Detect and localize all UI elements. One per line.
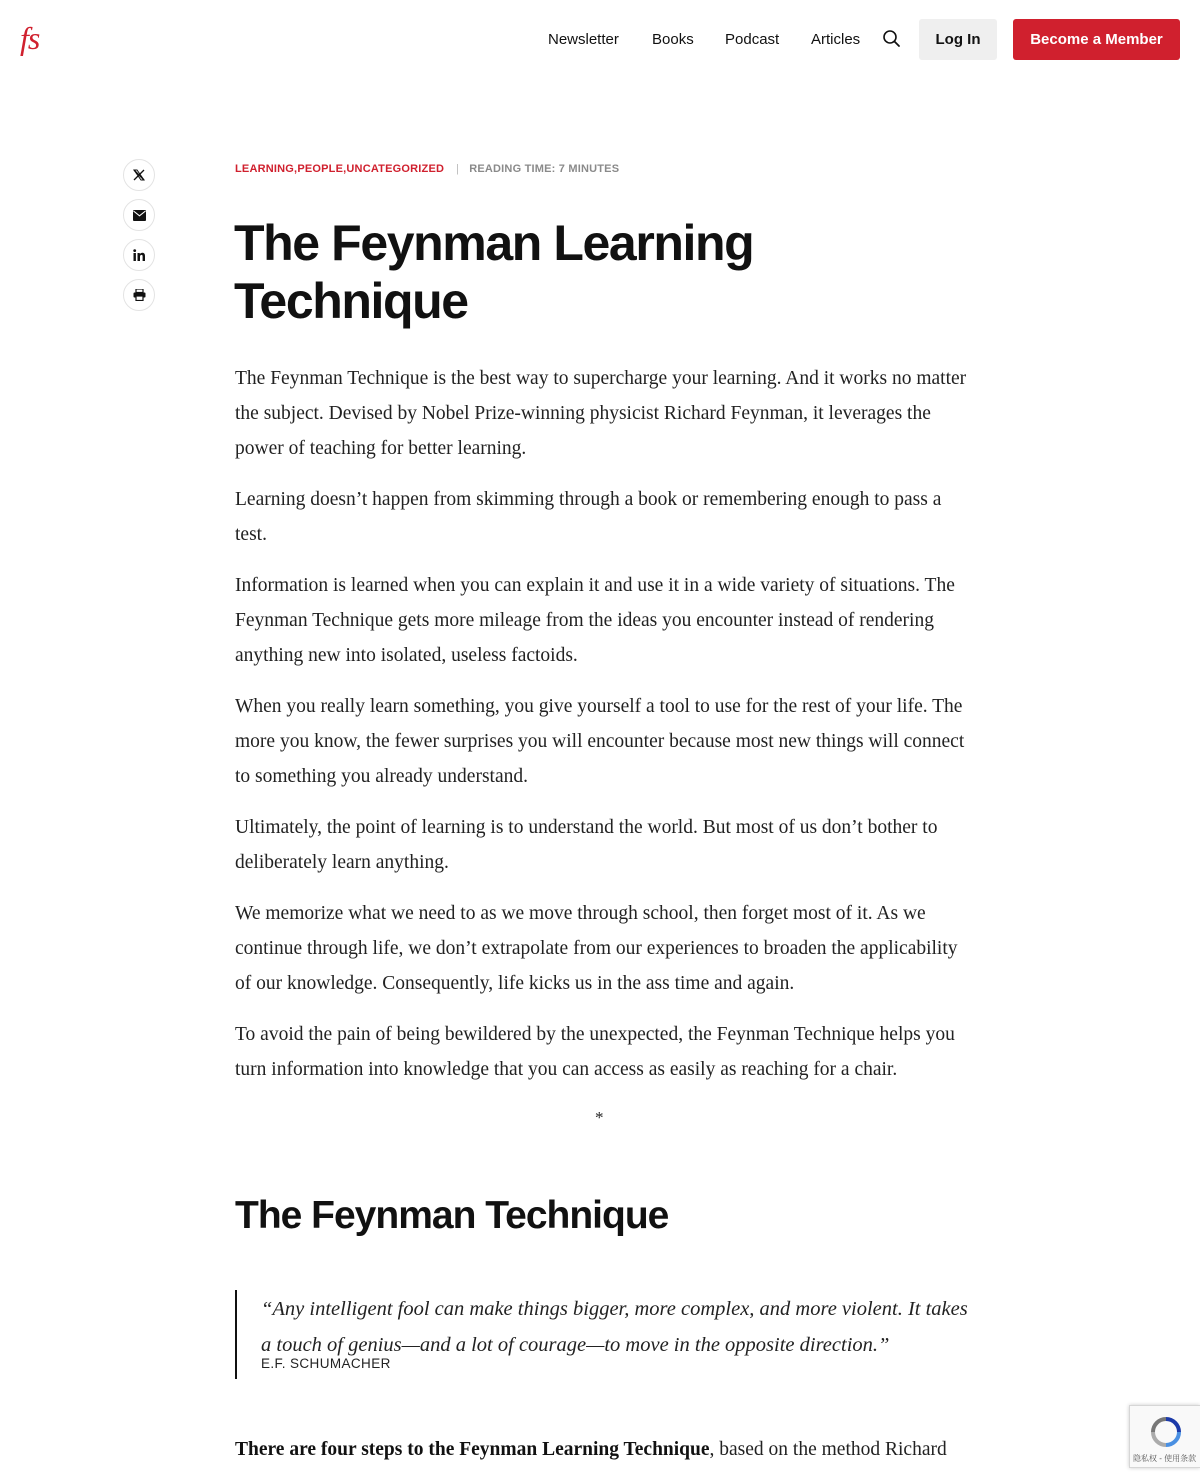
site-header xyxy=(0,0,1200,80)
become-member-button[interactable]: Become a Member xyxy=(1013,19,1180,60)
print-icon xyxy=(133,289,146,301)
linkedin-icon xyxy=(133,249,145,261)
nav-books[interactable]: Books xyxy=(652,31,694,48)
recaptcha-icon xyxy=(1150,1416,1182,1453)
share-print-button[interactable] xyxy=(123,279,155,311)
nav-podcast[interactable]: Podcast xyxy=(725,31,780,48)
login-button[interactable]: Log In xyxy=(919,19,997,60)
quote-author: E.F. SCHUMACHER xyxy=(261,1356,391,1371)
quote-text: “Any intelligent fool can make things bigger, more complex, and more violent. It takes a touch of genius—and a lot of courage—to move in the opposite direction.” xyxy=(261,1298,968,1356)
paragraph: To avoid the pain of being bewildered by the unexpected, the Feynman Technique helps you turn information into knowledge that you can access as easily as reaching for a chair. xyxy=(235,1024,955,1080)
paragraph: We memorize what we need to as we move through school, then forget most of it. As we continue through life, we don’t extrapolate from our experiences to broaden the applicability of our knowledge. Consequently, life kicks us in the ass time and again. xyxy=(235,903,958,994)
share-x-button[interactable] xyxy=(123,159,155,191)
paragraph: Learning doesn’t happen from skimming through a book or remembering enough to pass a test. xyxy=(235,489,942,545)
section-divider: * xyxy=(595,1108,604,1127)
article-body xyxy=(235,361,970,1103)
paragraph: Information is learned when you can explain it and use it in a wide variety of situations. The Feynman Technique gets more mileage from the ideas you encounter instead of rendering anything new into isolated, useless factoids. xyxy=(235,575,955,666)
category-link[interactable]: UNCATEGORIZED xyxy=(346,163,445,175)
paragraph: The Feynman Technique is the best way to supercharge your learning. And it works no matter the subject. Devised by Nobel Prize-winning physicist Richard Feynman, it leverages the power of teaching for better learning. xyxy=(235,368,967,459)
pull-quote xyxy=(235,1290,975,1379)
nav-newsletter[interactable]: Newsletter xyxy=(548,31,619,48)
category-link[interactable]: LEARNING xyxy=(235,163,295,175)
section-heading: The Feynman Technique xyxy=(235,1194,669,1237)
meta-separator: | xyxy=(456,163,460,175)
site-logo[interactable]: fs xyxy=(20,20,40,56)
paragraph: When you really learn something, you give yourself a tool to use for the rest of your life. The more you know, the fewer surprises you will encounter because most new things will connect to something you already understand. xyxy=(235,696,965,787)
recaptcha-badge[interactable] xyxy=(1129,1405,1200,1468)
article-title: The Feynman Learning Technique xyxy=(234,215,754,329)
share-linkedin-button[interactable] xyxy=(123,239,155,271)
email-icon xyxy=(133,210,146,221)
paragraph-text: , based on the method Richard xyxy=(709,1439,947,1460)
share-email-button[interactable] xyxy=(123,199,155,231)
paragraph: Ultimately, the point of learning is to understand the world. But most of us don’t bother to deliberately learn anything. xyxy=(235,817,938,873)
share-sidebar xyxy=(123,159,155,319)
category-link[interactable]: PEOPLE xyxy=(297,163,344,175)
recaptcha-terms[interactable]: 隐私权 - 使用条款 xyxy=(1133,1454,1197,1463)
x-icon xyxy=(133,169,145,181)
search-icon[interactable] xyxy=(882,29,902,49)
article-meta: LEARNING,PEOPLE,UNCATEGORIZED | READING TIME: 7 MINUTES xyxy=(235,163,620,175)
paragraph xyxy=(235,1432,970,1467)
bold-lead: There are four steps to the Feynman Learning Technique xyxy=(235,1439,710,1460)
reading-time: READING TIME: 7 MINUTES xyxy=(469,163,620,175)
nav-articles[interactable]: Articles xyxy=(811,31,861,48)
